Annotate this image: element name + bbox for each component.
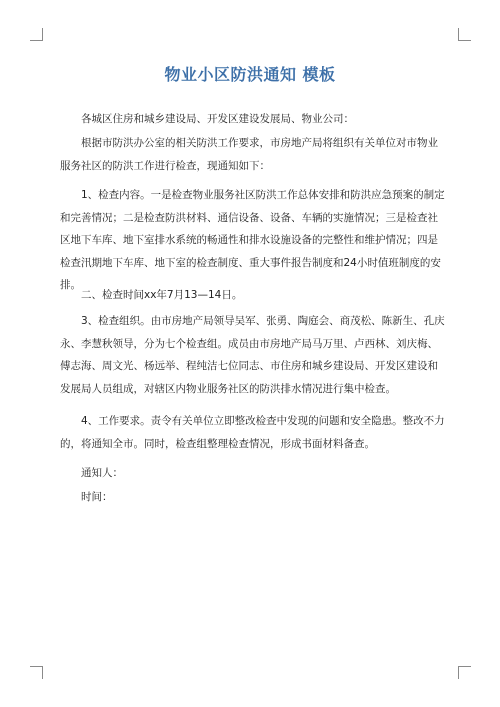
item-inspection-content-text: 1、检查内容。一是检查物业服务社区防洪工作总体安排和防洪应急预案的制定和完善情况；二是检查防洪材料、通信设备、设备、车辆的实施情况；三是检查社区地下车库、地下室排水系统的畅通性和排水设施设备的完整性和维护情况；四是检查汛期地下车库、地下室的检查制度、重大事件报告制度和24小时值班制度的安排。 <box>60 189 445 291</box>
item-inspection-content <box>60 184 445 297</box>
intro-paragraph <box>60 132 445 177</box>
notifier-label: 通知人： <box>81 467 123 479</box>
item-inspection-time <box>60 284 445 307</box>
item-work-requirements-text: 4、工作要求。责令有关单位立即整改检查中发现的问题和安全隐患。整改不力的，将通知全市。同时，检查组整理检查情况，形成书面材料备查。 <box>60 415 445 450</box>
item-inspection-organization-text: 3、检查组织。由市房地产局领导吴军、张勇、陶庭会、商茂松、陈新生、孔庆永、李慧秋领导，分为七个检查组。成员由市房地产局马万里、卢西林、刘庆梅、傅志海、周文光、杨远举、程纯洁七位同志、市住房和城乡建设局、开发区建设和发展局人员组成，对辖区内物业服务社区的防洪排水情况进行集中检查。 <box>60 315 445 395</box>
salutation-text: 各城区住房和城乡建设局、开发区建设发展局、物业公司： <box>81 113 354 125</box>
time-line <box>60 486 445 509</box>
item-work-requirements <box>60 410 445 455</box>
notifier-line <box>60 462 445 485</box>
document-title: 物业小区防洪通知 模板 <box>164 65 336 84</box>
crop-mark-bottom-left <box>30 666 43 679</box>
item-inspection-time-text: 二、检查时间xx年7月13—14日。 <box>81 289 243 301</box>
salutation <box>60 108 445 131</box>
item-inspection-organization <box>60 310 445 400</box>
crop-mark-top-right <box>458 28 471 41</box>
crop-mark-top-left <box>30 28 43 41</box>
time-label: 时间： <box>81 491 113 503</box>
intro-text: 根据市防洪办公室的相关防洪工作要求，市房地产局将组织有关单位对市物业服务社区的防洪工作进行检查，现通知如下： <box>60 137 438 172</box>
crop-mark-bottom-right <box>458 666 471 679</box>
